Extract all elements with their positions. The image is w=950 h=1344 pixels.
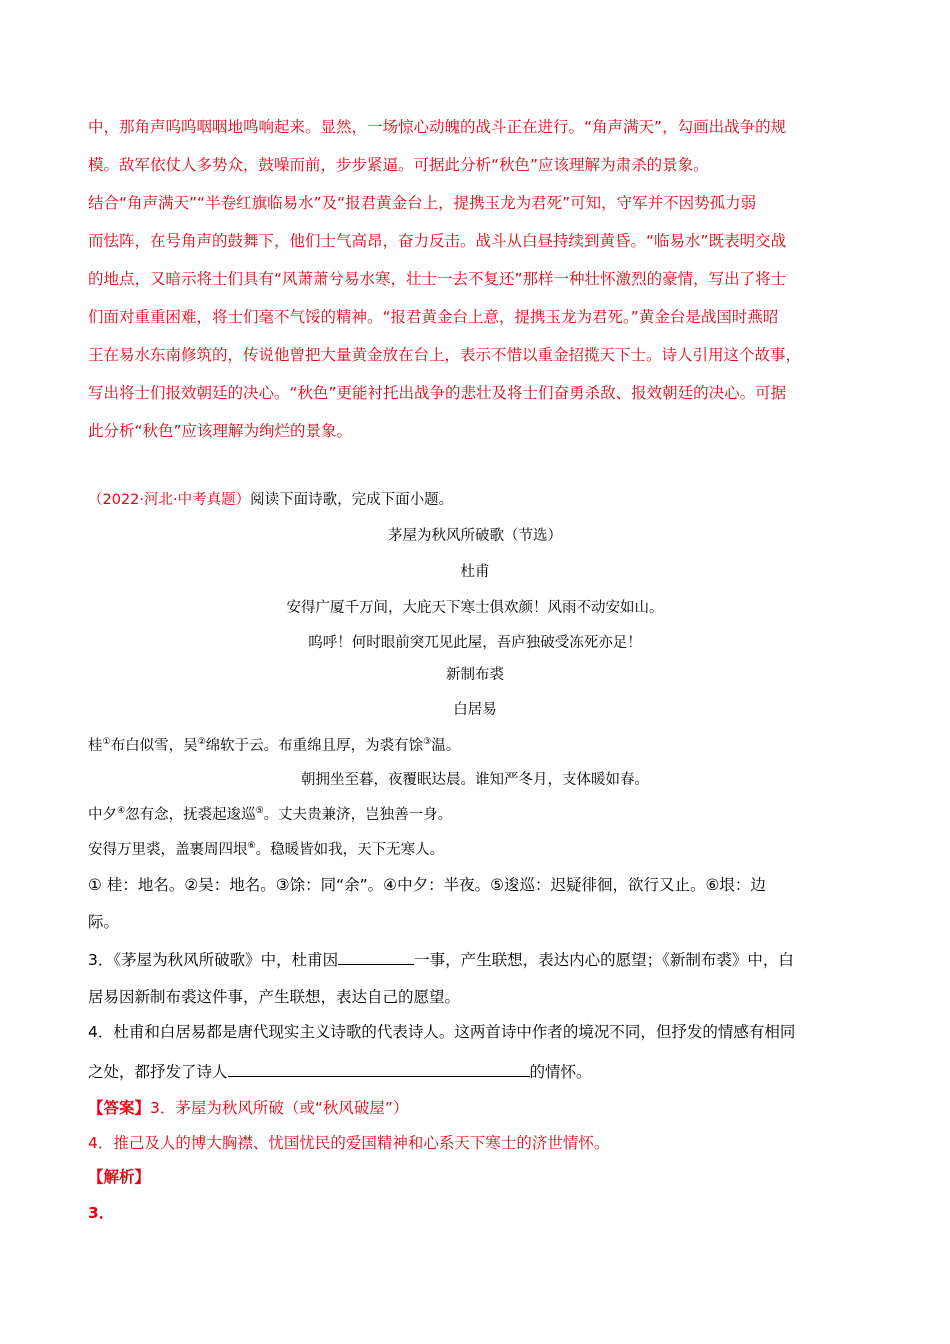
answer-blank[interactable] <box>228 1060 530 1077</box>
analysis-line: 们面对重重困难，将士们毫不气馁的精神。“报君黄金台上意，提携玉龙为君死。”黄金台是战国时燕昭 <box>88 308 779 326</box>
footnote-marker: ③ <box>423 737 432 748</box>
question-4-cont: 之处，都抒发了诗人 的情怀。 <box>88 1060 592 1082</box>
question-source: （2022·河北·中考真题） <box>88 492 251 508</box>
poem2-line: 朝拥坐至暮，夜覆眠达晨。谁知严冬月，支体暖如春。 <box>301 772 649 788</box>
poem1-title: 茅屋为秋风所破歌（节选） <box>388 528 562 544</box>
analysis-label: 【解析】 <box>88 1168 151 1186</box>
analysis-line: 而怯阵，在号角声的鼓舞下，他们士气高昂，奋力反击。战斗从白昼持续到黄昏。“临易水”既表明交战 <box>88 232 787 250</box>
question-4: 4．杜甫和白居易都是唐代现实主义诗歌的代表诗人。这两首诗中作者的境况不同，但抒发的情感有相同 <box>88 1023 796 1041</box>
analysis-line: 中，那角声呜呜咽咽地鸣响起来。显然，一场惊心动魄的战斗正在进行。“角声满天”，勾画出战争的规 <box>88 118 787 136</box>
notes-line: ① 桂：地名。②吴：地名。③馀：同“余”。④中夕：半夜。⑤逡巡：迟疑徘徊，欲行又止。⑥垠：边 <box>88 876 766 894</box>
poem2-line: 桂①布白似雪，吴②绵软于云。布重绵且厚，为裘有馀③温。 <box>88 737 461 754</box>
poem1-author: 杜甫 <box>460 564 490 580</box>
answer-line: 【答案】3．茅屋为秋风所破（或“秋风破屋”） <box>88 1099 409 1117</box>
analysis-line: 此分析“秋色”应该理解为绚烂的景象。 <box>88 422 353 440</box>
analysis-line: 模。敌军依仗人多势众，鼓噪而前，步步紧逼。可据此分析“秋色”应该理解为肃杀的景象。 <box>88 156 709 174</box>
answer-blank[interactable] <box>338 948 414 965</box>
question-prompt: 阅读下面诗歌，完成下面小题。 <box>250 492 454 508</box>
analysis-line: 王在易水东南修筑的，传说他曾把大量黄金放在台上，表示不惜以重金招揽天下士。诗人引用这个故事， <box>88 346 802 364</box>
poem2-line: 安得万里裘，盖裹周四垠⑥。稳暖皆如我，天下无寒人。 <box>88 841 445 858</box>
footnote-marker: ⑤ <box>255 806 264 817</box>
question-header <box>88 490 453 510</box>
footnote-marker: ④ <box>117 806 126 817</box>
footnote-marker: ② <box>197 737 206 748</box>
footnote-marker: ⑥ <box>247 841 256 852</box>
footnote-marker: ① <box>102 737 111 748</box>
poem1-line: 安得广厦千万间，大庇天下寒士俱欢颜！风雨不动安如山。 <box>286 600 664 616</box>
answer-label: 【答案】 <box>88 1099 151 1117</box>
analysis-line: 的地点，又暗示将士们具有“风萧萧兮易水寒，壮士一去不复还”那样一种壮怀激烈的豪情，写出了将士 <box>88 270 787 288</box>
poem2-title: 新制布裘 <box>446 667 504 683</box>
poem2-author: 白居易 <box>453 702 497 718</box>
poem2-line: 中夕④忽有念，抚裘起逡巡⑤。丈夫贵兼济，岂独善一身。 <box>88 806 453 823</box>
question-3: 3．《茅屋为秋风所破歌》中，杜甫因 一事，产生联想，表达内心的愿望；《新制布裘》中，白 <box>88 948 794 970</box>
answer-line: 4．推己及人的博大胸襟、忧国忧民的爱国精神和心系天下寒士的济世情怀。 <box>88 1134 610 1152</box>
analysis-line: 写出将士们报效朝廷的决心。“秋色”更能衬托出战争的悲壮及将士们奋勇杀敌、报效朝廷的决心。可据 <box>88 384 787 402</box>
notes-line: 际。 <box>88 913 120 931</box>
question-3-cont: 居易因新制布裘这件事，产生联想，表达自己的愿望。 <box>88 988 461 1006</box>
analysis-start: 3． <box>88 1204 115 1222</box>
analysis-line: 结合“角声满天”“半卷红旗临易水”及“报君黄金台上，提携玉龙为君死”可知，守军并不因势孤力弱 <box>88 194 757 212</box>
poem1-line: 呜呼！何时眼前突兀见此屋，吾庐独破受冻死亦足！ <box>308 635 642 651</box>
